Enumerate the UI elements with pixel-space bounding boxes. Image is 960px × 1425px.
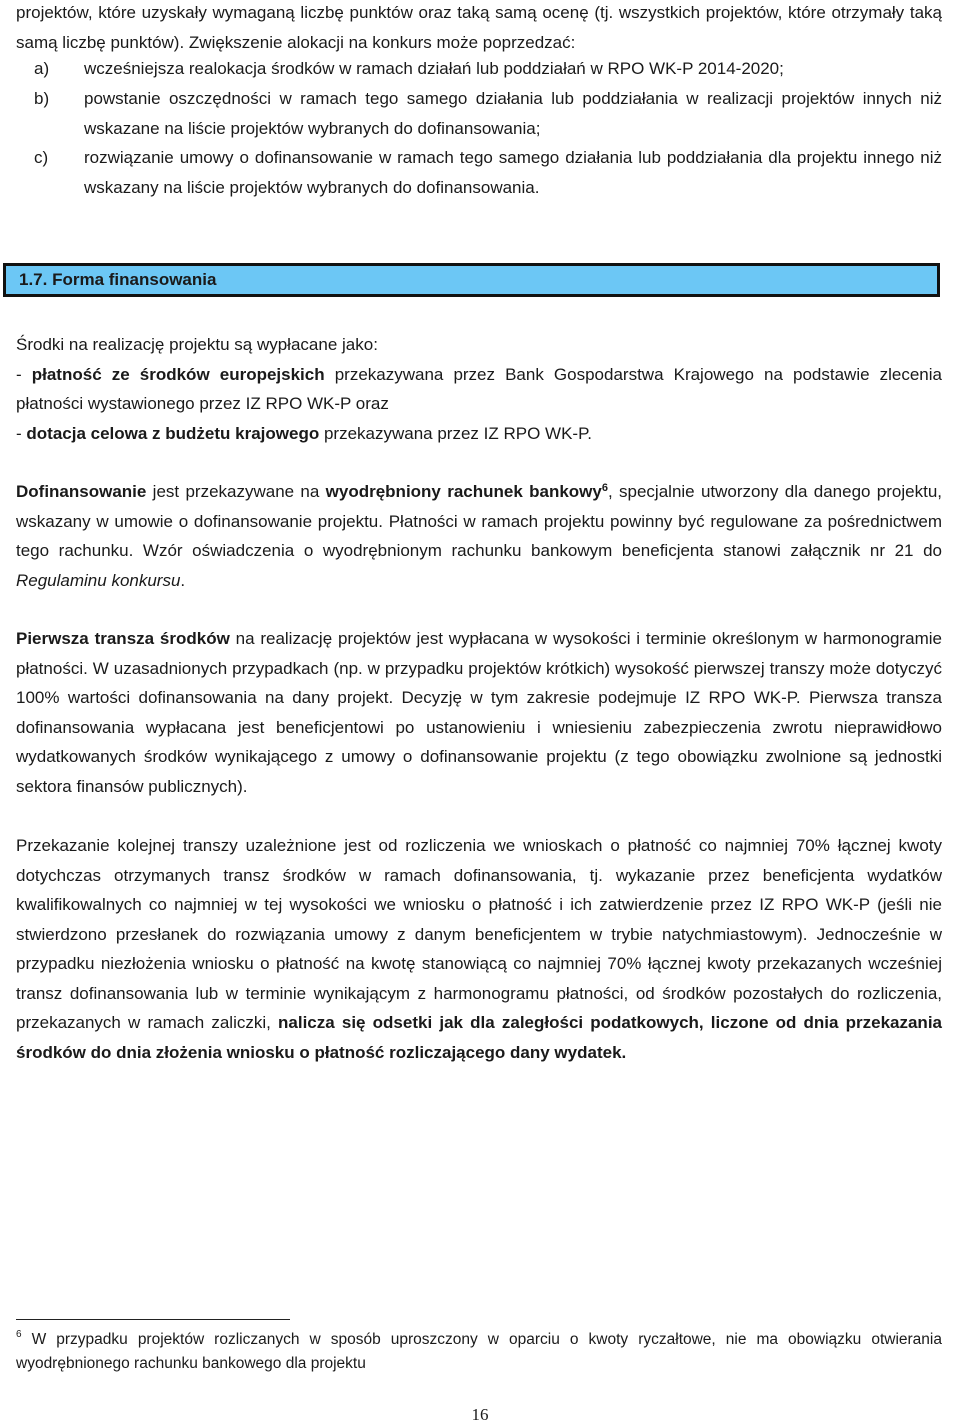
financing-forms-paragraph <box>16 330 942 448</box>
list-marker: b) <box>34 89 50 108</box>
text-run: Przekazanie kolejnej transzy uzależnione jest od rozliczenia we wnioskach o płatność co najmniej 70% łącznej kwoty dotychczas otrzymanych transz środków w ramach dofinansowania, tj. wykazanie przez beneficjenta wydatków kwalifikowalnych co najmniej w tej wysokości we wniosku o płatność i ich zatwierdzenie przez IZ RPO WK-P (jeśli nie stwierdzono przesłanek do rozwiązania umowy z danym beneficjentem w trybie natychmiastowym). Jednocześnie w przypadku niezłożenia wniosku o płatność na kwotę stanowiącą co najmniej 70% łącznej kwoty przekazanych wcześniej transz dofinansowania lub w terminie wynikającym z harmonogramu płatności, od środków pozostałych do rozliczenia, przekazanych w ramach zaliczki, <box>16 836 942 1032</box>
paragraph-line <box>16 360 942 419</box>
list-marker: a) <box>34 59 50 78</box>
next-tranche-paragraph <box>16 831 942 1067</box>
bold-run: Dofinansowanie <box>16 482 147 501</box>
first-tranche-paragraph <box>16 624 942 801</box>
text-run: , specjalnie utworzony dla danego projektu, wskazany w umowie o dofinansowanie projektu. Płatności w ramach projektu powinny być regulowane za pośrednictwem tego rachunku. Wzór oświadczenia o wyodrębnionym rachunku bankowym beneficjenta stanowi załącznik nr 21 do <box>16 482 942 560</box>
text-run: . <box>180 570 186 590</box>
text-run: na realizację projektów jest wypłacana w wysokości i terminie określonym w harmonogramie płatności. W uzasadnionych przypadkach (np. w przypadku projektów krótkich) wysokość pierwszej transzy może dotyczyć 100% wartości dofinansowania na dany projekt. Decyzję w tym zakresie podejmuje IZ RPO WK-P. Pierwsza transza dofinansowania wypłacana jest beneficjentowi po ustanowieniu i wniesieniu zabezpieczenia zwrotu nieprawidłowo wydatkowanych środków wynikającego z umowy o dofinansowanie projektu (z tego obowiązku zwolnione są jednostki sektora finansów publicznych). <box>16 629 942 796</box>
bold-run: nalicza się odsetki jak dla zaległości podatkowych, liczone od dnia przekazania środków do dnia złożenia wniosku o płatność rozliczającego dany wydatek. <box>16 1013 942 1062</box>
paragraph-line <box>16 330 942 360</box>
list-text: rozwiązanie umowy o dofinansowanie w ramach tego samego działania lub poddziałania dla projektu innego niż wskazany na liście projektów wybranych do dofinansowania. <box>84 148 942 197</box>
footnote-separator <box>16 1319 290 1320</box>
list-item-a <box>34 54 942 84</box>
text-run: Środki na realizację projektu są wypłacane jako: <box>16 335 378 354</box>
text-run: - <box>16 364 32 384</box>
bold-run: płatność ze środków europejskich <box>31 364 325 384</box>
text-run: - <box>16 423 27 443</box>
bold-run: wyodrębniony rachunek bankowy <box>325 482 602 501</box>
text-run: przekazywana przez Bank Gospodarstwa Krajowego na podstawie zlecenia płatności wystawionego przez IZ RPO WK-P oraz <box>16 364 942 413</box>
paragraph-line <box>16 419 942 449</box>
intro-paragraph: projektów, które uzyskały wymaganą liczbę punktów oraz taką samą ocenę (tj. wszystkich projektów, które otrzymały taką samą liczbę punktów). Zwiększenie alokacji na konkurs może poprzedzać: <box>16 3 942 52</box>
text-run: przekazywana przez IZ RPO WK-P. <box>319 423 592 443</box>
list-item-c <box>34 143 942 202</box>
footnote <box>16 1328 942 1376</box>
italic-run: Regulaminu konkursu <box>16 570 181 590</box>
footnote-ref[interactable]: 6 <box>601 482 608 494</box>
bold-run: Pierwsza transza środków <box>16 629 230 648</box>
bold-run: dotacja celowa z budżetu krajowego <box>26 423 320 443</box>
list-text: powstanie oszczędności w ramach tego samego działania lub poddziałania w realizacji projektów innych niż wskazane na liście projektów wybranych do dofinansowania; <box>84 89 942 138</box>
page-number: 16 <box>471 1405 489 1424</box>
bank-account-paragraph <box>16 477 942 595</box>
footnote-text: W przypadku projektów rozliczanych w sposób uproszczony w oparciu o kwoty ryczałtowe, nie ma obowiązku otwierania wyodrębnionego rachunku bankowego dla projektu <box>16 1331 942 1372</box>
section-heading: 1.7. Forma finansowania <box>19 270 217 289</box>
footnote-number: 6 <box>16 1329 22 1340</box>
list-marker: c) <box>34 148 49 167</box>
list-item-b <box>34 84 942 143</box>
list-text: wcześniejsza realokacja środków w ramach działań lub poddziałań w RPO WK-P 2014-2020; <box>84 59 784 78</box>
text-run: jest przekazywane na <box>146 482 326 501</box>
section-heading-box <box>3 263 940 297</box>
